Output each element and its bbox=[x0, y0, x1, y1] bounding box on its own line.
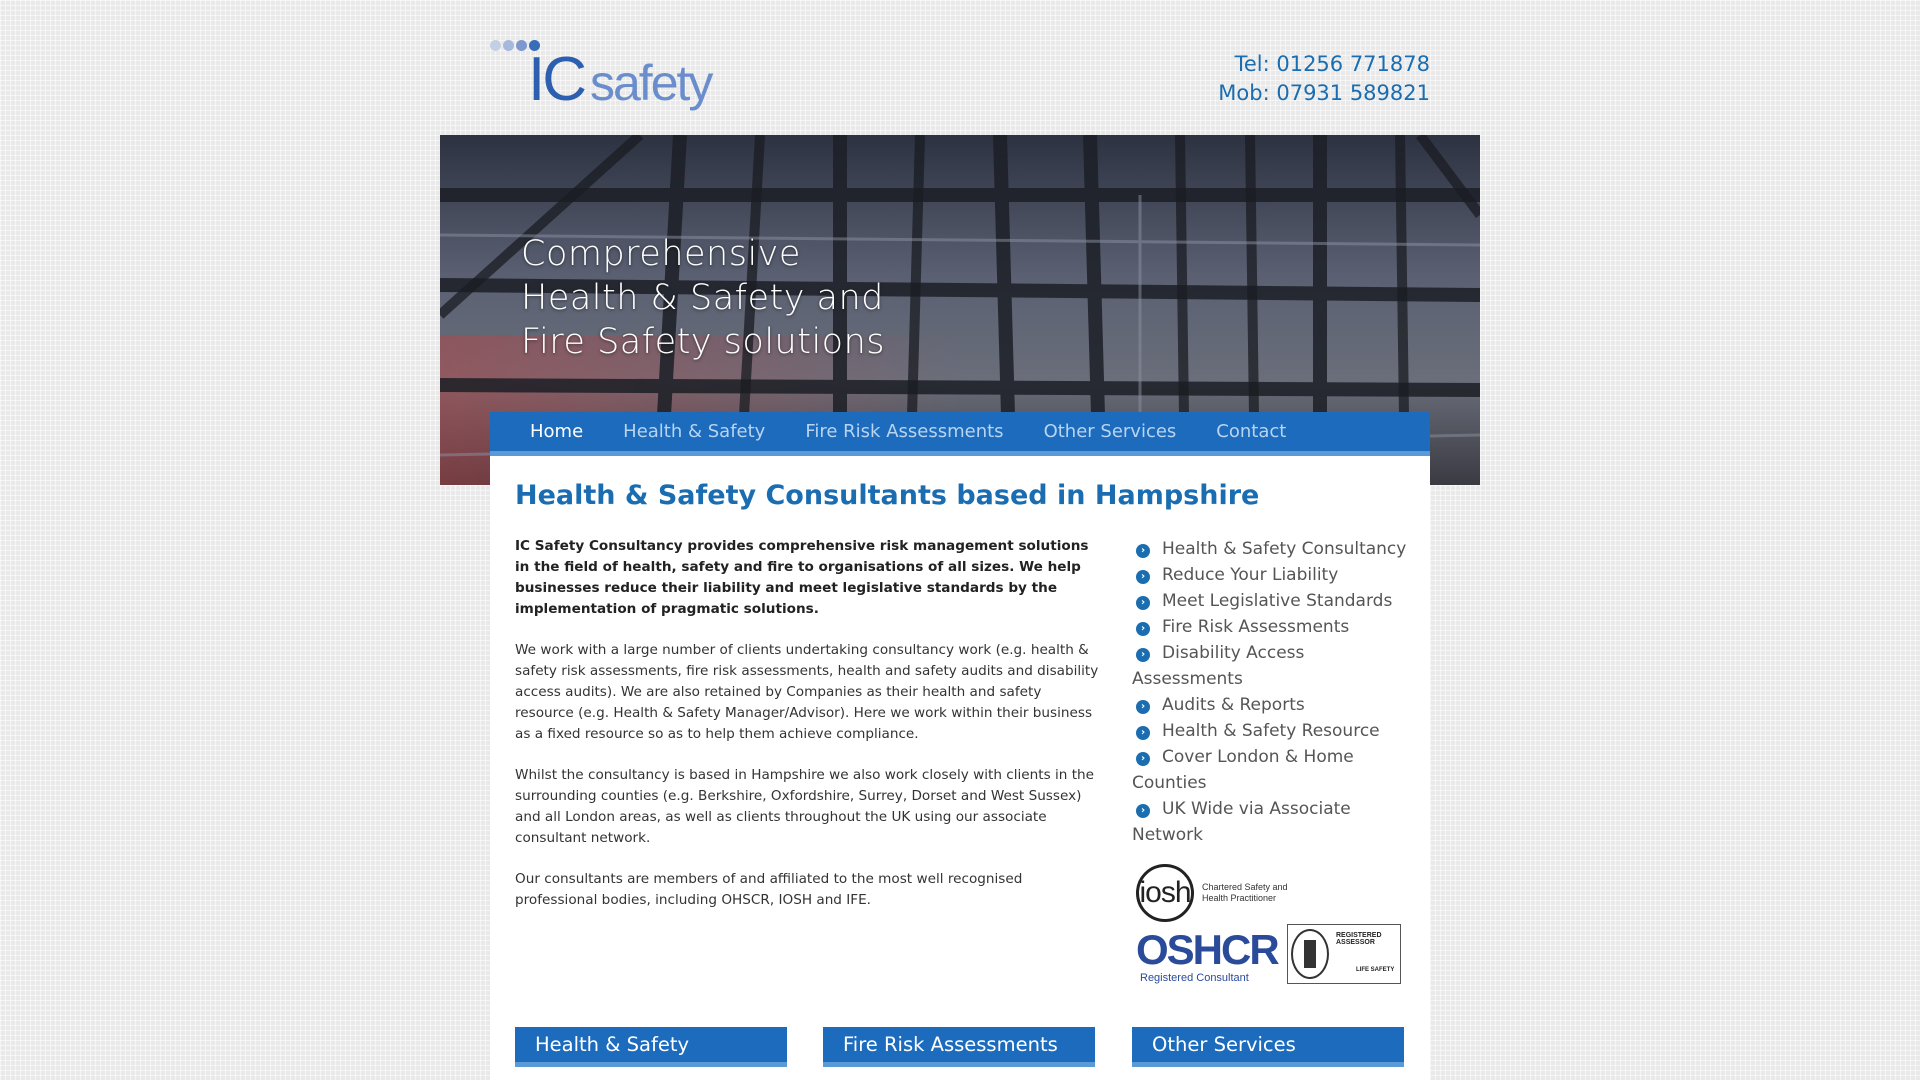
list-item-label: Fire Risk Assessments bbox=[1162, 617, 1350, 637]
arrow-circle-icon: › bbox=[1136, 570, 1150, 584]
list-item-label: Cover London & Home Counties bbox=[1132, 747, 1354, 793]
intro-paragraph: Whilst the consultancy is based in Hampshire we also work closely with clients in the surrounding counties (e.g. Berkshire, Oxfordshire, Surrey, Dorset and West Sussex) and all London areas, as well as clients throughout the UK using our associate consultant network. bbox=[515, 767, 1095, 846]
list-item bbox=[1132, 588, 1412, 614]
list-item-label: Health & Safety Resource bbox=[1162, 721, 1380, 741]
mobile: Mob: 07931 589821 bbox=[1218, 81, 1430, 105]
oshcr-caption: Registered Consultant bbox=[1140, 972, 1249, 984]
telephone: Tel: 01256 771878 bbox=[1234, 52, 1430, 76]
list-item-label: Audits & Reports bbox=[1162, 695, 1305, 715]
list-item-label: Health & Safety Consultancy bbox=[1162, 539, 1407, 559]
main-navigation bbox=[490, 412, 1430, 456]
nav-other-services[interactable]: Other Services bbox=[1043, 421, 1177, 442]
nav-contact[interactable]: Contact bbox=[1216, 421, 1287, 442]
arrow-circle-icon: › bbox=[1136, 596, 1150, 610]
intro-lead-paragraph: IC Safety Consultancy provides comprehensive risk management solutions in the field of health, safety and fire to organisations of all sizes. We help businesses reduce their liability and meet legislative standards by the implementation of pragmatic solutions. bbox=[515, 538, 1089, 617]
nav-fire-risk-assessments[interactable]: Fire Risk Assessments bbox=[805, 421, 1004, 442]
services-sidebar bbox=[1132, 536, 1412, 848]
health-safety-box[interactable]: Health & Safety bbox=[515, 1027, 787, 1067]
hero-line-1: Comprehensive bbox=[521, 234, 801, 274]
arrow-circle-icon: › bbox=[1136, 648, 1150, 662]
logo-wordmark bbox=[528, 44, 711, 115]
fire-risk-assessments-box[interactable]: Fire Risk Assessments bbox=[823, 1027, 1095, 1067]
list-item-label: Reduce Your Liability bbox=[1162, 565, 1339, 585]
arrow-circle-icon: › bbox=[1136, 752, 1150, 766]
arrow-circle-icon: › bbox=[1136, 726, 1150, 740]
intro-paragraph: Our consultants are members of and affiliated to the most well recognised professional bodies, including OHSCR, IOSH and IFE. bbox=[515, 871, 1023, 908]
arrow-circle-icon: › bbox=[1136, 544, 1150, 558]
list-item bbox=[1132, 692, 1412, 718]
hero-line-3: Fire Safety solutions bbox=[521, 322, 886, 362]
list-item-label: Meet Legislative Standards bbox=[1162, 591, 1393, 611]
content-panel bbox=[490, 456, 1430, 1080]
arrow-circle-icon: › bbox=[1136, 804, 1150, 818]
nav-home[interactable]: Home bbox=[530, 421, 584, 442]
assessor-seal-icon bbox=[1291, 929, 1329, 979]
logo-safety: safety bbox=[590, 55, 712, 111]
list-item bbox=[1132, 718, 1412, 744]
logo-ic: IC bbox=[528, 45, 584, 114]
list-item bbox=[1132, 562, 1412, 588]
hero-headline bbox=[521, 232, 885, 364]
list-item bbox=[1132, 796, 1412, 848]
iosh-caption: Chartered Safety and Health Practitioner bbox=[1202, 882, 1288, 903]
list-item bbox=[1132, 614, 1412, 640]
contact-numbers bbox=[1218, 50, 1430, 108]
list-item bbox=[1132, 536, 1412, 562]
arrow-circle-icon: › bbox=[1136, 622, 1150, 636]
registered-assessor-badge bbox=[1287, 924, 1401, 984]
services-list bbox=[1132, 536, 1412, 848]
assessor-subtitle: LIFE SAFETY bbox=[1356, 967, 1395, 973]
assessor-title: REGISTERED ASSESSOR bbox=[1336, 932, 1382, 946]
ic-safety-logo[interactable] bbox=[488, 38, 713, 118]
list-item-label: UK Wide via Associate Network bbox=[1132, 799, 1351, 845]
arrow-circle-icon: › bbox=[1136, 700, 1150, 714]
page-title: Health & Safety Consultants based in Hampshire bbox=[515, 480, 1260, 511]
list-item bbox=[1132, 640, 1412, 692]
hero-line-2: Health & Safety and bbox=[521, 278, 884, 318]
intro-text bbox=[515, 536, 1100, 931]
list-item-label: Disability Access Assessments bbox=[1132, 643, 1305, 689]
list-item bbox=[1132, 744, 1412, 796]
accreditation-logos bbox=[1132, 864, 1412, 994]
oshcr-mark: OSHCR bbox=[1136, 926, 1278, 973]
nav-health-safety[interactable]: Health & Safety bbox=[623, 421, 766, 442]
iosh-logo bbox=[1136, 864, 1302, 922]
intro-paragraph: We work with a large number of clients undertaking consultancy work (e.g. health & safety risk assessments, fire risk assessments, health and safety audits and disability access audits). We are also retained by Companies as their health and safety resource (e.g. Health & Safety Manager/Advisor). Here we work within their business as a fixed resource so as to help them achieve compliance. bbox=[515, 642, 1099, 742]
oshcr-logo bbox=[1136, 926, 1278, 984]
other-services-box[interactable]: Other Services bbox=[1132, 1027, 1404, 1067]
iosh-mark: iosh bbox=[1136, 864, 1194, 922]
